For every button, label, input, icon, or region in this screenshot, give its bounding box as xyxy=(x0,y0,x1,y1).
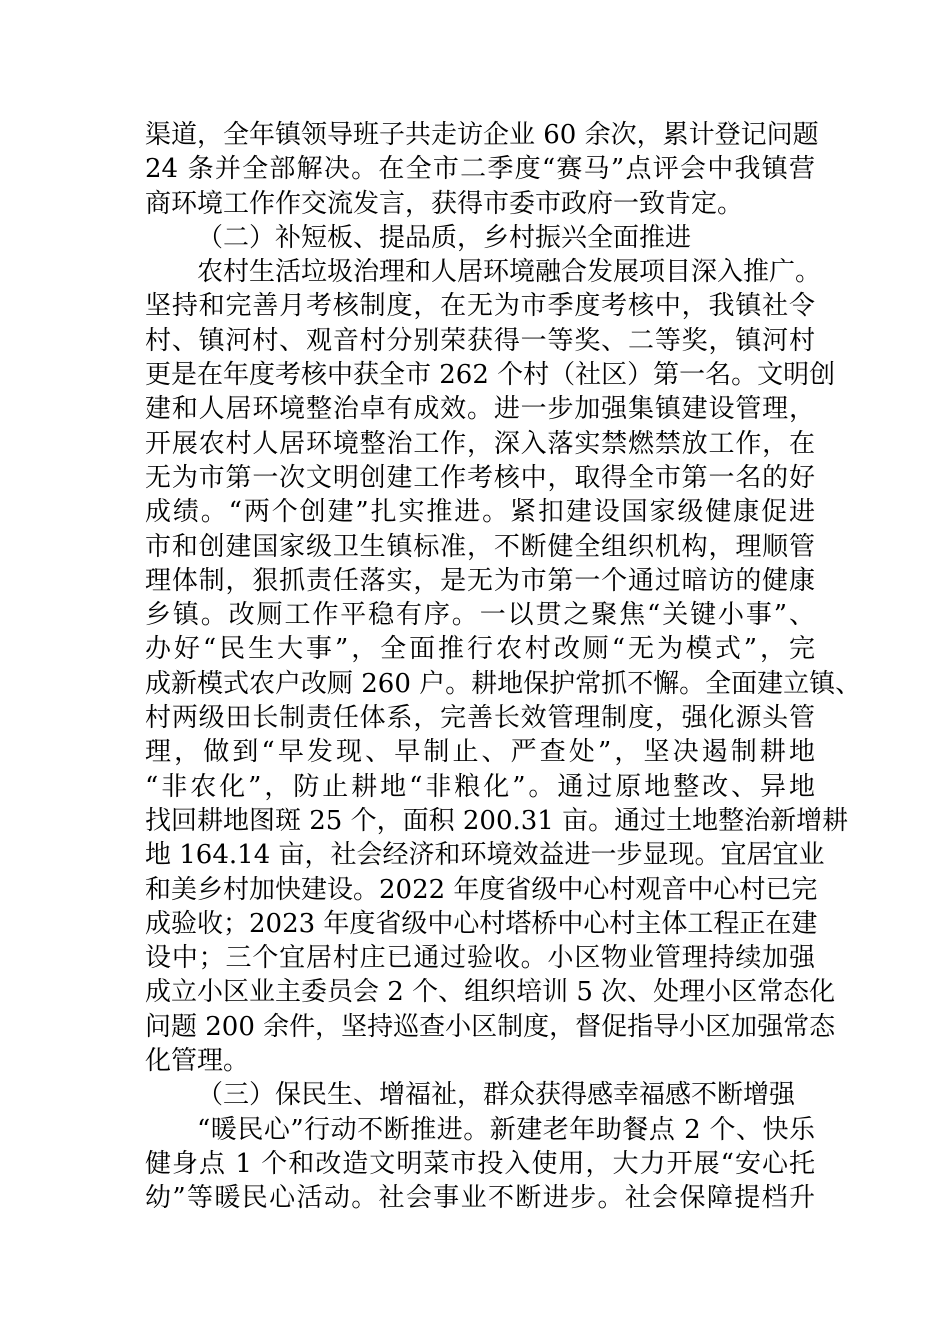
text-line: 和美乡村加快建设。2022 年度省级中心村观音中心村已完 xyxy=(145,874,818,905)
text-line: 渠道，全年镇领导班子共走访企业 60 余次，累计登记问题 xyxy=(145,120,819,150)
text-line: 农村生活垃圾治理和人居环境融合发展项目深入推广。 xyxy=(197,257,822,288)
paragraph xyxy=(145,255,862,1078)
section-heading xyxy=(145,221,815,255)
text-line: 办好“民生大事”，全面推行农村改厕“无为模式”，完 xyxy=(145,634,815,665)
text-line: 成绩。“两个创建”扎实推进。紧扣建设国家级健康促进 xyxy=(145,497,815,528)
text-line: 设中；三个宜居村庄已通过验收。小区物业管理持续加强 xyxy=(145,943,815,974)
text-line: 商环境工作作交流发言，获得市委市政府一致肯定。 xyxy=(145,188,744,219)
text-line: 化管理。 xyxy=(145,1046,250,1077)
text-line: 24 条并全部解决。在全市二季度“赛马”点评会中我镇营 xyxy=(145,154,815,185)
text-line: 市和创建国家级卫生镇标准，不断健全组织机构，理顺管 xyxy=(145,531,815,562)
paragraph xyxy=(145,1113,815,1216)
text-line: （三）保民生、增福祉，群众获得感幸福感不断增强 xyxy=(197,1080,796,1111)
text-line: 更是在年度考核中获全市 262 个村（社区）第一名。文明创 xyxy=(145,360,836,391)
text-line: 理，做到“早发现、早制止、严查处”，坚决遏制耕地 xyxy=(145,737,815,768)
text-line: 成验收；2023 年度省级中心村塔桥中心村主体工程正在建 xyxy=(145,908,818,939)
document-page xyxy=(145,118,862,1216)
text-line: “暖民心”行动不断推进。新建老年助餐点 2 个、快乐 xyxy=(197,1114,815,1145)
paragraph xyxy=(145,118,819,221)
text-line: 成新模式农户改厕 260 户。耕地保护常抓不懈。全面建立镇、 xyxy=(145,668,862,699)
text-line: 幼”等暖民心活动。社会事业不断进步。社会保障提档升 xyxy=(145,1183,815,1214)
text-line: 成立小区业主委员会 2 个、组织培训 5 次、处理小区常态化 xyxy=(145,977,836,1008)
text-line: 健身点 1 个和改造文明菜市投入使用，大力开展“安心托 xyxy=(145,1148,815,1179)
text-line: 建和人居环境整治卓有成效。进一步加强集镇建设管理， xyxy=(145,394,815,425)
text-line: 开展农村人居环境整治工作，深入落实禁燃禁放工作，在 xyxy=(145,428,815,459)
text-line: “非农化”，防止耕地“非粮化”。通过原地整改、异地 xyxy=(145,771,815,802)
text-line: 乡镇。改厕工作平稳有序。一以贯之聚焦“关键小事”、 xyxy=(145,600,815,631)
text-line: 理体制，狠抓责任落实，是无为市第一个通过暗访的健康 xyxy=(145,565,815,596)
section-heading xyxy=(145,1078,815,1112)
text-line: 找回耕地图斑 25 个，面积 200.31 亩。通过土地整治新增耕 xyxy=(145,805,849,836)
text-line: 问题 200 余件，坚持巡查小区制度，督促指导小区加强常态 xyxy=(145,1011,836,1042)
text-line: （二）补短板、提品质，乡村振兴全面推进 xyxy=(197,222,692,253)
text-line: 坚持和完善月考核制度，在无为市季度考核中，我镇社令 xyxy=(145,291,815,322)
text-line: 村两级田长制责任体系，完善长效管理制度，强化源头管 xyxy=(145,703,815,734)
text-line: 村、镇河村、观音村分别荣获得一等奖、二等奖，镇河村 xyxy=(145,325,815,356)
text-line: 地 164.14 亩，社会经济和环境效益进一步显现。宜居宜业 xyxy=(145,840,825,871)
text-line: 无为市第一次文明创建工作考核中，取得全市第一名的好 xyxy=(145,462,815,493)
